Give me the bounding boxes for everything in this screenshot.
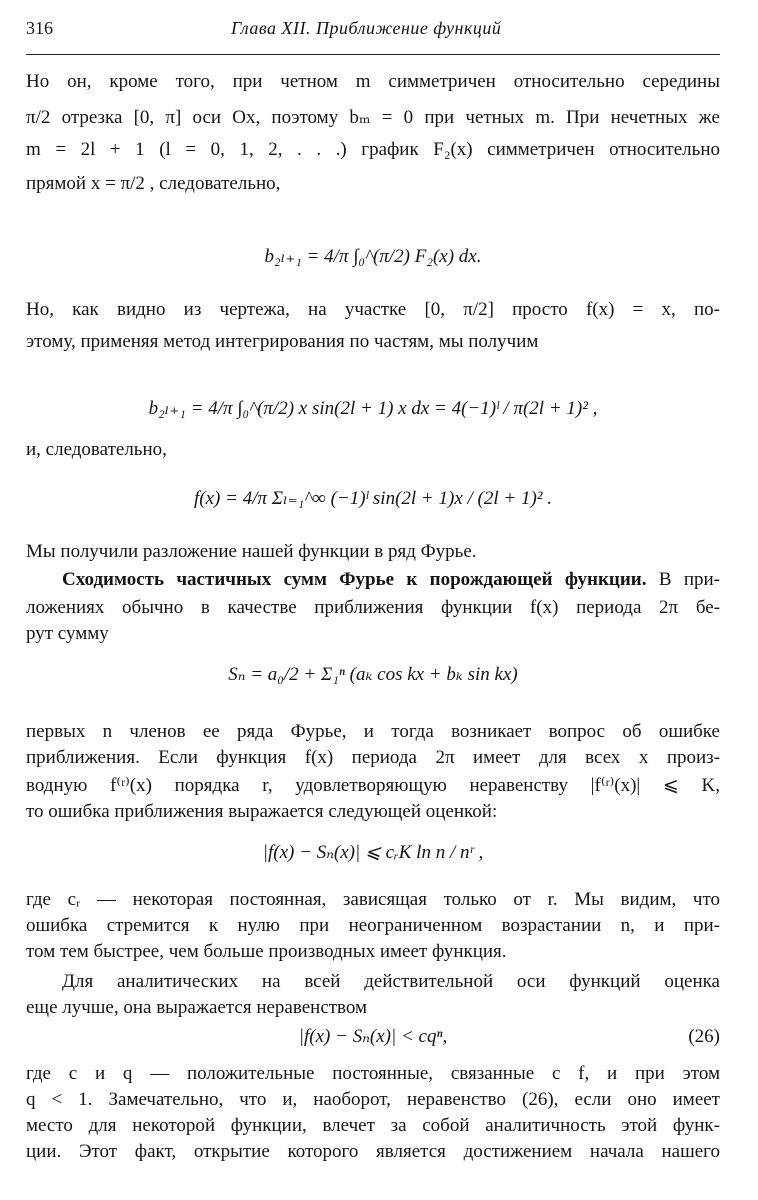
- text-line: и, следовательно,: [26, 439, 167, 460]
- text-line: том тем быстрее, чем больше производных имеет функция.: [26, 941, 507, 962]
- text-line: Сходимость частичных сумм Фурье к порождающей функции. В при-: [62, 569, 720, 590]
- text-line: m = 2l + 1 (l = 0, 1, 2, . . .) график F₂(x) симметричен относительно: [26, 139, 720, 160]
- equation: f(x) = 4/π Σₗ₌₁^∞ (−1)ˡ sin(2l + 1)x / (2l + 1)² .: [194, 488, 552, 509]
- text-line: Мы получили разложение нашей функции в ряд Фурье.: [26, 541, 477, 562]
- text-line: место для некоторой функции, влечет за собой аналитичность этой функ-: [26, 1115, 720, 1136]
- text-line: π/2 отрезка [0, π] оси Ox, поэтому bₘ = 0 при четных m. При нечетных же: [26, 107, 720, 128]
- text-line: то ошибка приближения выражается следующей оценкой:: [26, 801, 498, 822]
- text-line: ошибка стремится к нулю при неограниченном возрастании n, и при-: [26, 915, 720, 936]
- text-line: приближения. Если функция f(x) периода 2π имеет для всех x произ-: [26, 747, 720, 768]
- text-line: где c и q — положительные постоянные, связанные с f, и при этом: [26, 1063, 720, 1084]
- text-line: Но, как видно из чертежа, на участке [0, π/2] просто f(x) = x, по-: [26, 299, 720, 320]
- text-line: еще лучше, она выражается неравенством: [26, 997, 368, 1018]
- equation: |f(x) − Sₙ(x)| < cqⁿ,: [298, 1026, 448, 1047]
- text-line: водную f⁽ʳ⁾(x) порядка r, удовлетворяющую неравенству |f⁽ʳ⁾(x)| ⩽ K,: [26, 775, 720, 796]
- running-title: Глава XII. Приближение функций: [231, 18, 502, 38]
- equation: |f(x) − Sₙ(x)| ⩽ cᵣK ln n / nʳ ,: [262, 842, 484, 863]
- header-rule: [26, 54, 720, 55]
- text-line: Для аналитических на всей действительной оси функций оценка: [62, 971, 720, 992]
- equation: b₂ₗ₊₁ = 4/π ∫₀^(π/2) F₂(x) dx.: [264, 246, 482, 267]
- text-line: где cᵣ — некоторая постоянная, зависящая только от r. Мы видим, что: [26, 889, 720, 910]
- text-line: ции. Этот факт, открытие которого является достижением начала нашего: [26, 1141, 720, 1162]
- text-line: Но он, кроме того, при четном m симметричен относительно середины: [26, 71, 720, 92]
- page-header: [26, 14, 720, 44]
- equation: b₂ₗ₊₁ = 4/π ∫₀^(π/2) x sin(2l + 1) x dx = 4(−1)ˡ / π(2l + 1)² ,: [148, 398, 598, 419]
- page-number: 316: [26, 18, 53, 38]
- text-line: q < 1. Замечательно, что и, наоборот, неравенство (26), если оно имеет: [26, 1089, 720, 1110]
- equation-number: (26): [688, 1026, 720, 1047]
- equation: Sₙ = a₀/2 + Σ₁ⁿ (aₖ cos kx + bₖ sin kx): [228, 664, 518, 685]
- text-line: прямой x = π/2 , следовательно,: [26, 173, 281, 194]
- text-line: этому, применяя метод интегрирования по частям, мы получим: [26, 331, 539, 352]
- text-line: первых n членов ее ряда Фурье, и тогда возникает вопрос об ошибке: [26, 721, 720, 742]
- text-line: рут сумму: [26, 623, 109, 644]
- section-heading: Сходимость частичных сумм Фурье к порождающей функции.: [62, 569, 647, 590]
- text-line: ложениях обычно в качестве приближения функции f(x) периода 2π бе-: [26, 597, 720, 618]
